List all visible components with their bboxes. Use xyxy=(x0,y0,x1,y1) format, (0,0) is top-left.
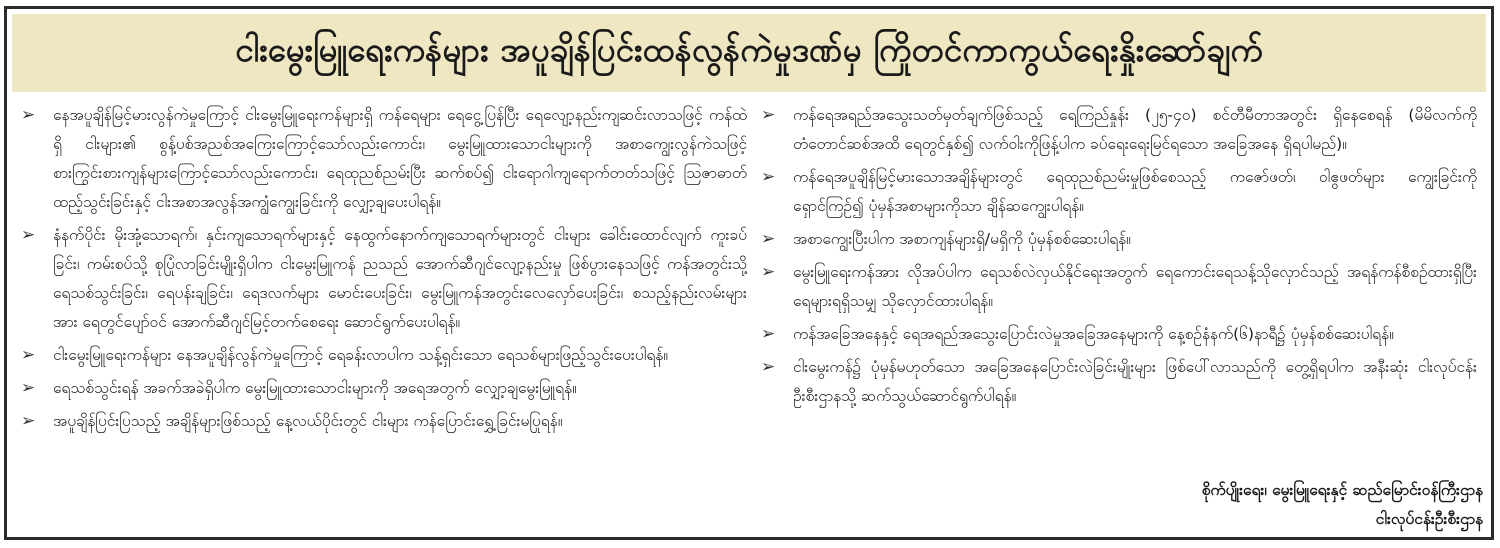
list-item-text: နေအပူချိန်မြင့်မားလွန်ကဲမှုကြောင့် ငါးမွေးမြူရေးကန်များရှိ ကန်ရေများ ရေငွေ့ပြန်ပြီး ရေလျော့နည်းကျဆင်းလာသဖြင့် ကန်ထဲရှိ ငါးများ၏ စွန့်ပစ်အညစ်အကြေးကြောင့်သော်လည်းကောင်း၊ မွေးမြူထားသောငါးများကို အစာကျွေးလွန်ကဲသဖြင့် စားကြွင်းစားကျန်များကြောင့်သော်လည်းကောင်း၊ ရေထုညစ်ညမ်းပြီး ဆက်စပ်၍ ငါးရောဂါကျရောက်တတ်သဖြင့် ဩဇာဓာတ်ထည့်သွင်းခြင်းနှင့် ငါးအစာအလွန်အကျွံကျွေးခြင်းကို လျှော့ချပေးပါရန်။ xyxy=(53,106,747,211)
right-column xyxy=(759,101,1477,415)
list-item xyxy=(759,353,1477,411)
bullet-arrow-icon: ➢ xyxy=(761,262,776,282)
list-item-text: နံနက်ပိုင်း မိုးအုံ့သောရက်၊ နှင်းကျသောရက်များနှင့် နေထွက်နောက်ကျသောရက်များတွင် ငါးများ ခေါင်းထောင်လျက် ကူးခပ်ခြင်း၊ ကမ်းစပ်သို့ စုပြုံလာခြင်းမျိုးရှိပါက ငါးမွေးမြူကန် ညသည် အောက်ဆီဂျင်လျော့နည်းမှု ဖြစ်ပွားနေသဖြင့် ကန်အတွင်းသို့ ရေသစ်သွင်းခြင်း၊ ရေပန်းချခြင်း၊ ရေဒလက်များ မောင်းပေးခြင်း၊ မွေးမြူကန်အတွင်းလေလှော်ပေးခြင်း၊ စသည့်နည်းလမ်းများအား ရေတွင်ပျော်ဝင် အောက်ဆီဂျင်မြင့်တက်စေရေး ဆောင်ရွက်ပေးပါရန်။ xyxy=(53,226,747,331)
left-column xyxy=(19,101,747,440)
bullet-arrow-icon: ➢ xyxy=(761,357,776,377)
bullet-arrow-icon: ➢ xyxy=(21,345,36,365)
list-item xyxy=(759,258,1477,316)
list-item xyxy=(759,101,1477,159)
list-item-text: မွေးမြူရေးကန်အား လိုအပ်ပါက ရေသစ်လဲလှယ်နိုင်ရေးအတွက် ရေကောင်းရေသန့်သိုလှောင်သည့် အရန်ကန်စီစဉ်ထားရှိပြီး ရေများရရှိသမျှ သိုလှောင်ထားပါရန်။ xyxy=(793,263,1477,310)
list-item xyxy=(19,101,747,217)
bullet-arrow-icon: ➢ xyxy=(21,378,36,398)
bullet-arrow-icon: ➢ xyxy=(761,105,776,125)
list-item xyxy=(19,221,747,337)
list-item-text: ငါးမွေးမြူရေးကန်များ နေအပူချိန်လွန်ကဲမှုကြောင့် ရေခန်းလာပါက သန့်ရှင်းသော ရေသစ်များဖြည့်သွင်းပေးပါရန်။ xyxy=(53,346,668,364)
notice-title: ငါးမွေးမြူရေးကန်များ အပူချိန်ပြင်းထန်လွန်ကဲမှုဒဏ်မှ ကြိုတင်ကာကွယ်ရေးနှိုးဆော်ချက် xyxy=(235,29,1263,69)
list-item-text: ရေသစ်သွင်းရန် အခက်အခဲရှိပါက မွေးမြူထားသောငါးများကို အရေအတွက် လျှော့ချမွေးမြူရန်။ xyxy=(53,379,577,397)
list-item xyxy=(759,163,1477,221)
bullet-arrow-icon: ➢ xyxy=(21,225,36,245)
department-name: ငါးလုပ်ငန်းဦးစီးဌာန xyxy=(1375,510,1483,528)
list-item xyxy=(759,320,1477,349)
notice-panel xyxy=(4,6,1494,540)
list-item-text: ကန်အခြေအနေနှင့် ရေအရည်အသွေးပြောင်းလဲမှုအခြေအနေများကို နေ့စဉ်နံနက်(၆)နာရီ၌ ပုံမှန်စစ်ဆေးပါရန်။ xyxy=(793,325,1394,343)
list-item-text: ကန်ရေအပူချိန်မြင့်မားသောအချိန်များတွင် ရေထုညစ်ညမ်းမှုဖြစ်စေသည့် ကဇော်ဖတ်၊ ဝါဧွဖတ်များ ကျွေးခြင်းကို ရှောင်ကြဉ်၍ ပုံမှန်အစာများကိုသာ ချိန်ဆကျွေးပါရန်။ xyxy=(793,168,1477,215)
list-item-text: အစာကျွေးပြီးပါက အစာကျန်များရှိ/မရှိကို ပုံမှန်စစ်ဆေးပါရန်။ xyxy=(793,230,1131,248)
ministry-name: စိုက်ပျိုးရေး၊ မွေးမြူရေးနှင့် ဆည်မြောင်းဝန်ကြီးဌာန xyxy=(1201,481,1483,499)
bullet-arrow-icon: ➢ xyxy=(21,411,36,431)
bullet-arrow-icon: ➢ xyxy=(761,167,776,187)
list-item xyxy=(19,374,747,403)
list-item xyxy=(19,341,747,370)
list-item-text: ကန်ရေအရည်အသွေးသတ်မှတ်ချက်ဖြစ်သည့် ရေကြည်နှုန်း (၂၅-၄၀) စင်တီမီတာအတွင်း ရှိနေစေရန် (မိမိလက်ကို တံတောင်ဆစ်အထိ ရေတွင်နှစ်၍ လက်ဝါးကိုဖြန့်ပါက ခပ်ရေးရေးမြင်ရသော အခြေအနေ ရှိရပါမည်)။ xyxy=(793,106,1477,153)
title-banner xyxy=(12,14,1486,92)
list-item-text: အပူချိန်ပြင်းပြသည့် အချိန်များဖြစ်သည့် နေ့လယ်ပိုင်းတွင် ငါးများ ကန်ပြောင်းရွှေ့ခြင်းမပြုရန်။ xyxy=(53,412,563,430)
list-item-text: ငါးမွေးကန်၌ ပုံမှန်မဟုတ်သော အခြေအနေပြောင်းလဲခြင်းမျိုးများ ဖြစ်ပေါ်လာသည်ကို တွေ့ရှိရပါက အနီးဆုံး ငါးလုပ်ငန်းဦးစီးဌာနသို့ ဆက်သွယ်ဆောင်ရွက်ပါရန်။ xyxy=(793,358,1477,405)
bullet-arrow-icon: ➢ xyxy=(21,105,36,125)
signature-block xyxy=(1202,476,1483,534)
bullet-arrow-icon: ➢ xyxy=(761,324,776,344)
list-item xyxy=(19,407,747,436)
list-item xyxy=(759,225,1477,254)
bullet-arrow-icon: ➢ xyxy=(761,229,776,249)
